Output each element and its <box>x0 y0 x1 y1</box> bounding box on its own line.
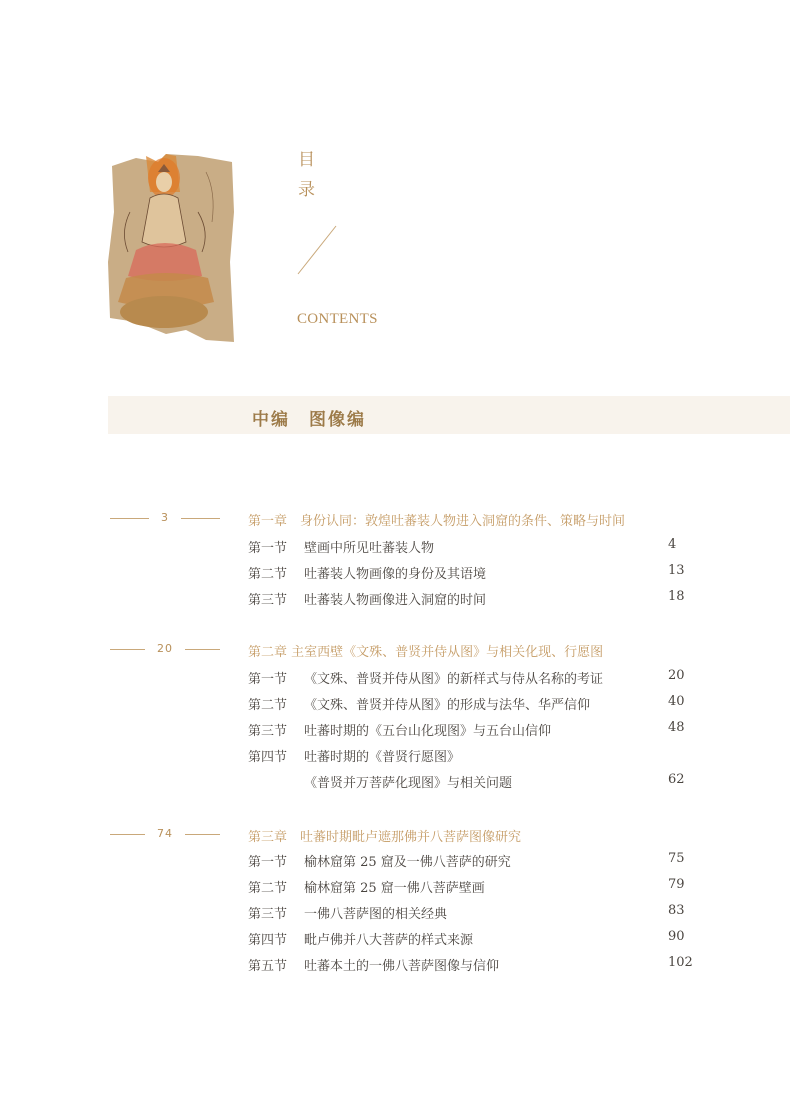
section-title: 毗卢佛并八大菩萨的样式来源 <box>304 933 474 948</box>
toc-section-row[interactable] <box>248 929 688 947</box>
mural-bodhisattva-fragment-icon <box>106 152 236 344</box>
section-page: 62 <box>668 772 685 787</box>
toc-title-char-2: 录 <box>298 180 315 200</box>
section-title: 吐蕃时期的《五台山化现图》与五台山信仰 <box>304 724 552 739</box>
section-label: 第一节 <box>248 541 288 556</box>
chapter-page-marker <box>110 827 220 841</box>
toc-section-row[interactable] <box>248 903 688 921</box>
section-page: 18 <box>668 589 685 604</box>
section-title: 《普贤并万菩萨化现图》与相关问题 <box>304 776 513 791</box>
section-label: 第三节 <box>248 907 288 922</box>
section-title: 吐蕃装人物画像进入洞窟的时间 <box>304 593 487 608</box>
section-page: 102 <box>668 955 693 970</box>
section-title: 一佛八菩萨图的相关经典 <box>304 907 448 922</box>
section-label: 第二节 <box>248 698 288 713</box>
section-label: 第一节 <box>248 672 288 687</box>
section-title: 吐蕃装人物画像的身份及其语境 <box>304 567 487 582</box>
toc-section-row[interactable] <box>248 877 688 895</box>
diagonal-divider <box>296 224 338 276</box>
section-label: 第五节 <box>248 959 288 974</box>
section-page: 48 <box>668 720 685 735</box>
chapter-start-page: 3 <box>161 511 169 524</box>
section-page: 20 <box>668 668 685 683</box>
chapter-page-marker <box>110 511 220 525</box>
toc-section-row[interactable] <box>248 746 688 764</box>
toc-title-char-1: 目 <box>298 150 315 170</box>
section-label: 第二节 <box>248 881 288 896</box>
section-page: 90 <box>668 929 685 944</box>
section-title: 榆林窟第 25 窟一佛八菩萨壁画 <box>304 881 485 896</box>
chapter-title[interactable]: 第三章 吐蕃时期毗卢遮那佛并八菩萨图像研究 <box>248 830 522 845</box>
section-page: 83 <box>668 903 685 918</box>
toc-section-row[interactable] <box>248 694 688 712</box>
toc-section-row-continued[interactable] <box>248 772 688 790</box>
toc-section-row[interactable] <box>248 851 688 869</box>
section-title: 吐蕃时期的《普贤行愿图》 <box>304 750 461 765</box>
section-label: 第四节 <box>248 933 288 948</box>
toc-section-row[interactable] <box>248 563 688 581</box>
section-title: 壁画中所见吐蕃装人物 <box>304 541 435 556</box>
chapter-page-marker <box>110 642 220 656</box>
section-title: 《文殊、普贤并侍从图》的新样式与侍从名称的考证 <box>304 672 604 687</box>
section-page: 75 <box>668 851 685 866</box>
toc-section-row[interactable] <box>248 668 688 686</box>
contents-subtitle: CONTENTS <box>297 311 378 327</box>
section-label: 第四节 <box>248 750 288 765</box>
chapter-title[interactable]: 第二章 主室西壁《文殊、普贤并侍从图》与相关化现、行愿图 <box>248 645 604 660</box>
part-label: 中编 图像编 <box>252 410 366 430</box>
section-page: 13 <box>668 563 685 578</box>
chapter-title[interactable]: 第一章 身份认同：敦煌吐蕃装人物进入洞窟的条件、策略与时间 <box>248 514 626 529</box>
section-page: 79 <box>668 877 685 892</box>
section-title: 《文殊、普贤并侍从图》的形成与法华、华严信仰 <box>304 698 591 713</box>
section-title: 榆林窟第 25 窟及一佛八菩萨的研究 <box>304 855 511 870</box>
mural-illustration <box>106 152 236 344</box>
part-banner <box>108 396 790 434</box>
section-page: 4 <box>668 537 677 552</box>
section-label: 第二节 <box>248 567 288 582</box>
section-label: 第三节 <box>248 724 288 739</box>
toc-section-row[interactable] <box>248 589 688 607</box>
section-page: 40 <box>668 694 685 709</box>
section-title: 吐蕃本土的一佛八菩萨图像与信仰 <box>304 959 500 974</box>
section-label: 第三节 <box>248 593 288 608</box>
toc-section-row[interactable] <box>248 720 688 738</box>
chapter-start-page: 74 <box>157 827 173 840</box>
toc-section-row[interactable] <box>248 537 688 555</box>
section-label: 第一节 <box>248 855 288 870</box>
chapter-start-page: 20 <box>157 642 173 655</box>
toc-section-row[interactable] <box>248 955 693 974</box>
